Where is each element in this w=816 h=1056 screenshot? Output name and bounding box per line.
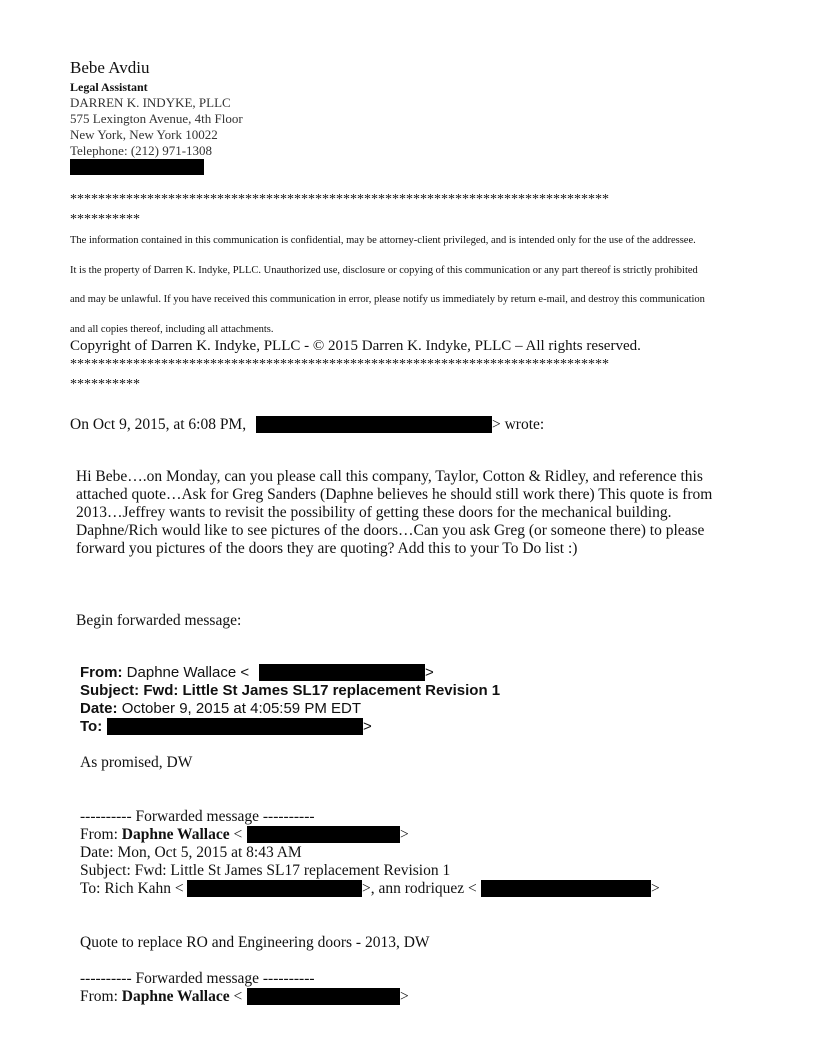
quote-line: Quote to replace RO and Engineering doors - 2013, DW (80, 934, 430, 951)
fwd2-to-prefix: To: Rich Kahn < (80, 880, 184, 897)
signature-firm: DARREN K. INDYKE, PLLC (70, 95, 231, 110)
fwd1-from-close: > (425, 664, 434, 681)
redaction-box (259, 664, 425, 681)
fwd2-separator: ---------- Forwarded message ---------- (80, 808, 315, 825)
disclaimer-line1: The information contained in this communication is confidential, may be attorney-client privileged, and is intended only for the use of the addressee. (70, 235, 696, 246)
fwd3-from-label: From: (80, 988, 122, 1005)
fwd2-from-open: < (229, 826, 243, 843)
fwd3-from-open: < (229, 988, 243, 1005)
reply-header-suffix: > wrote: (492, 416, 545, 433)
asterisk-divider-tail: ********** (70, 212, 140, 227)
fwd3-separator: ---------- Forwarded message ---------- (80, 970, 315, 987)
message-body: Hi Bebe….on Monday, can you please call this company, Taylor, Cotton & Ridley, and reference this attached quote…Ask for Greg Sanders (Daphne believes he should still work there) This quote is from 2013…Jeffrey wants to revisit the possibility of getting these doors for the mechanical building. Daphne/Rich would like to see pictures of the doors…Can you ask Greg (or someone there) to please forward you pictures of the doors they are quoting? Add this to your To Do list :) (76, 468, 713, 557)
fwd1-date-value: October 9, 2015 at 4:05:59 PM EDT (121, 700, 361, 717)
fwd1-to-label: To: (80, 718, 103, 735)
redaction-box (481, 880, 651, 897)
fwd1-to-close: > (363, 718, 372, 735)
fwd1-subject-value: Fwd: Little St James SL17 replacement Revision 1 (143, 682, 501, 699)
asterisk-divider: ***************************************************************************** (70, 192, 609, 207)
as-promised-text: As promised, DW (80, 754, 193, 771)
fwd2-subject-line: Subject: Fwd: Little St James SL17 replacement Revision 1 (80, 862, 451, 879)
redaction-box (256, 416, 492, 433)
fwd2-from-name: Daphne Wallace (121, 826, 230, 843)
signature-title: Legal Assistant (70, 80, 148, 94)
disclaimer-line4: and all copies thereof, including all attachments. (70, 324, 274, 335)
fwd3-from-line (80, 988, 242, 1006)
begin-forwarded-label: Begin forwarded message: (76, 612, 242, 629)
fwd1-subject-line (80, 682, 500, 700)
fwd2-from-label: From: (80, 826, 122, 843)
redaction-box (70, 159, 204, 175)
fwd2-to-close: > (651, 880, 660, 897)
reply-header-prefix: On Oct 9, 2015, at 6:08 PM, (70, 416, 247, 433)
fwd2-from-close: > (400, 826, 409, 843)
fwd3-from-name: Daphne Wallace (121, 988, 230, 1005)
asterisk-divider-bottom-tail: ********** (70, 377, 140, 392)
redaction-box (187, 880, 362, 897)
signature-telephone: Telephone: (212) 971-1308 (70, 143, 213, 158)
fwd1-date-line (80, 700, 361, 718)
signature-name: Bebe Avdiu (70, 58, 150, 77)
disclaimer-line2: It is the property of Darren K. Indyke, PLLC. Unauthorized use, disclosure or copying of this communication or any part thereof is strictly prohibited (70, 265, 698, 276)
signature-address-line1: 575 Lexington Avenue, 4th Floor (70, 111, 243, 126)
fwd2-to-mid: >, ann rodriquez < (362, 880, 477, 897)
fwd1-date-label: Date: (80, 700, 118, 717)
copyright-notice: Copyright of Darren K. Indyke, PLLC - © 2015 Darren K. Indyke, PLLC – All rights reserved. (70, 338, 641, 354)
asterisk-divider-bottom: ***************************************************************************** (70, 357, 609, 372)
fwd1-subject-label: Subject: (80, 682, 140, 699)
fwd2-date-line: Date: Mon, Oct 5, 2015 at 8:43 AM (80, 844, 302, 861)
signature-address-line2: New York, New York 10022 (70, 127, 218, 142)
redaction-box (247, 826, 400, 843)
disclaimer-line3: and may be unlawful. If you have received this communication in error, please notify us immediately by return e-mail, and destroy this communication (70, 294, 705, 305)
fwd1-from-line (80, 664, 249, 682)
fwd1-to-line (80, 718, 102, 736)
fwd3-from-close: > (400, 988, 409, 1005)
fwd2-from-line (80, 826, 242, 844)
redaction-box (247, 988, 400, 1005)
fwd1-from-label: From: (80, 664, 123, 681)
redaction-box (107, 718, 363, 735)
fwd1-from-value: Daphne Wallace < (126, 664, 250, 681)
